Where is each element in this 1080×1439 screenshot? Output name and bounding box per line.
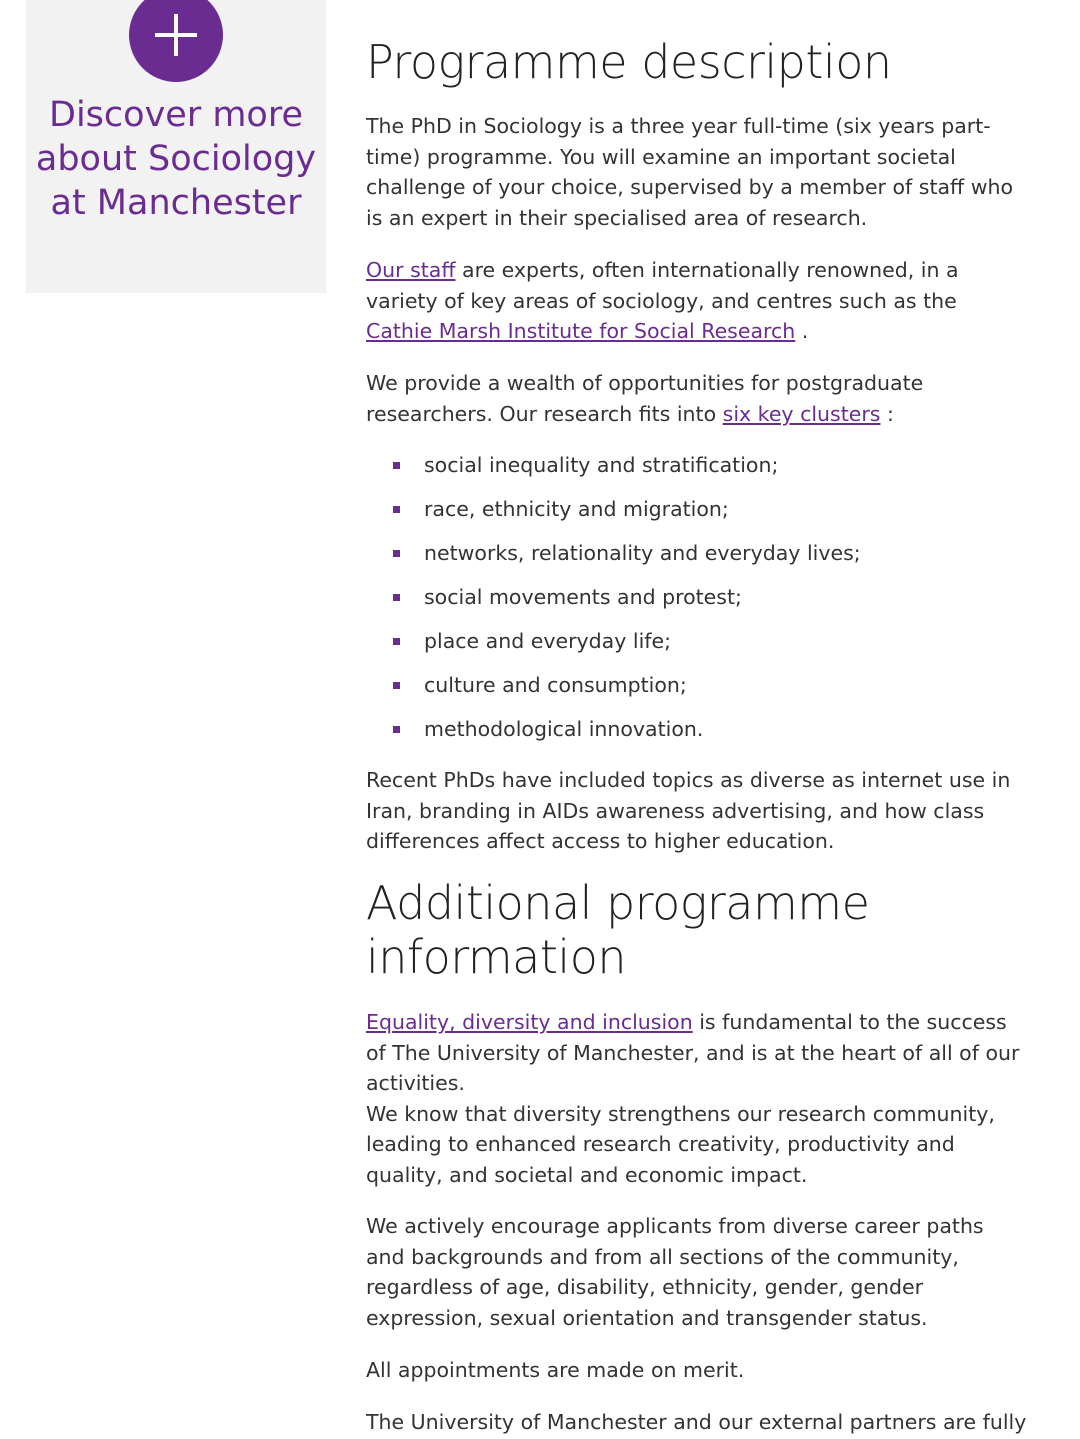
plus-icon[interactable]	[129, 0, 223, 82]
bullet-icon	[393, 550, 400, 557]
discover-more-card[interactable]	[26, 0, 326, 293]
intro-paragraph: The PhD in Sociology is a three year full-time (six years part-time) programme. You will examine an important societal challenge of your choice, supervised by a member of staff who is an expert in their specialised area of research.	[366, 114, 1014, 230]
recent-phds-paragraph: Recent PhDs have included topics as diverse as internet use in Iran, branding in AIDs awareness advertising, and how class differences affect access to higher education.	[366, 768, 1011, 854]
list-item	[366, 581, 1026, 625]
list-item-text: social inequality and stratification;	[424, 453, 779, 477]
staff-text: are experts, often internationally renowned, in a variety of key areas of sociology, and centres such as the	[366, 258, 959, 313]
bullet-icon	[393, 506, 400, 513]
six-key-clusters-link[interactable]: six key clusters	[722, 401, 881, 426]
list-item	[366, 493, 1026, 537]
our-staff-link[interactable]: Our staff	[366, 258, 456, 282]
opportunities-text: We provide a wealth of opportunities for postgraduate researchers. Our research fits into	[366, 371, 924, 426]
opportunities-end: :	[880, 401, 894, 426]
merit-paragraph: All appointments are made on merit.	[366, 1358, 745, 1382]
cathie-marsh-institute-link[interactable]: Cathie Marsh Institute for Social Research	[366, 319, 796, 344]
list-item	[366, 669, 1026, 713]
list-item-text: place and everyday life;	[424, 629, 672, 653]
bullet-icon	[393, 682, 400, 689]
equality-diversity-inclusion-link[interactable]: Equality, diversity and inclusion	[366, 1010, 693, 1034]
list-item-text: social movements and protest;	[424, 585, 742, 609]
discover-more-link[interactable]: Discover more about Sociology at Manchester	[35, 95, 317, 223]
bullet-icon	[393, 594, 400, 601]
programme-description-heading: Programme description	[366, 35, 892, 89]
list-item	[366, 713, 1026, 757]
edi-text: is fundamental to the success of The University of Manchester, and is at the heart of all of our activities.	[366, 1010, 1020, 1096]
list-item-text: networks, relationality and everyday lives;	[424, 541, 861, 565]
additional-info-heading: Additional programme information	[366, 876, 870, 984]
partners-paragraph: The University of Manchester and our external partners are fully	[366, 1410, 1027, 1434]
opportunities-paragraph	[366, 368, 1026, 429]
list-item-text: culture and consumption;	[424, 673, 687, 697]
list-item	[366, 449, 1026, 493]
diversity-text: We know that diversity strengthens our research community, leading to enhanced research creativity, productivity and quality, and societal and economic impact.	[366, 1101, 995, 1187]
list-item-text: methodological innovation.	[424, 717, 704, 741]
list-item	[366, 625, 1026, 669]
bullet-icon	[393, 726, 400, 733]
bullet-icon	[393, 462, 400, 469]
staff-paragraph	[366, 255, 1026, 347]
staff-end: .	[795, 319, 809, 344]
bullet-icon	[393, 638, 400, 645]
list-item-text: race, ethnicity and migration;	[424, 497, 729, 521]
edi-paragraph	[366, 1007, 1026, 1191]
list-item	[366, 537, 1026, 581]
encourage-paragraph: We actively encourage applicants from diverse career paths and backgrounds and from all sections of the community, regardless of age, disability, ethnicity, gender, gender expression, sexual orientation and transgender status.	[366, 1214, 984, 1330]
clusters-list	[366, 449, 1026, 757]
